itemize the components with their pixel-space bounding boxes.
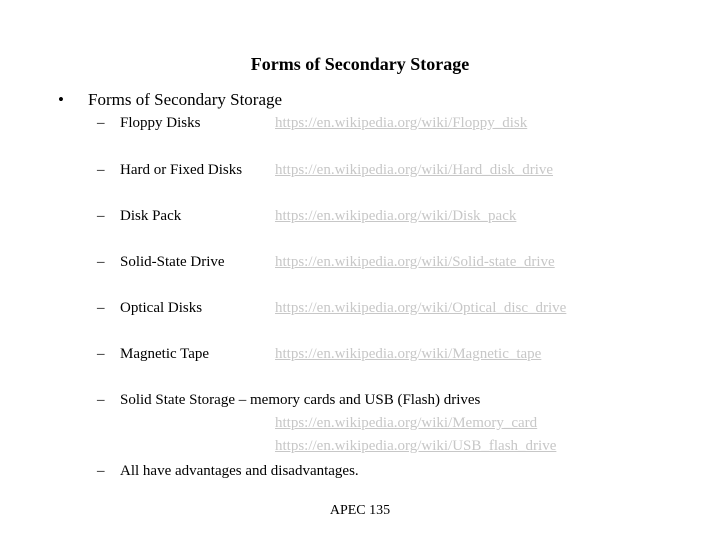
item-link[interactable]: https://en.wikipedia.org/wiki/Magnetic_tape [275, 346, 542, 362]
dash-icon: – [97, 254, 105, 270]
item-link[interactable]: https://en.wikipedia.org/wiki/Hard_disk_drive [275, 162, 554, 178]
dash-icon: – [97, 162, 105, 178]
memory-card-link[interactable]: https://en.wikipedia.org/wiki/Memory_card [275, 415, 538, 431]
dash-icon: – [97, 300, 105, 316]
usb-flash-drive-link[interactable]: https://en.wikipedia.org/wiki/USB_flash_drive [275, 438, 557, 454]
dash-icon: – [97, 463, 105, 479]
item-link[interactable]: https://en.wikipedia.org/wiki/Floppy_disk [275, 115, 528, 131]
item-link[interactable]: https://en.wikipedia.org/wiki/Solid-state_drive [275, 254, 555, 270]
bullet-icon: • [58, 90, 64, 109]
item-label: Floppy Disks [120, 115, 201, 131]
item-label: Solid State Storage – memory cards and USB (Flash) drives [120, 392, 481, 408]
item-label: Hard or Fixed Disks [120, 162, 243, 178]
item-label: Solid-State Drive [120, 254, 225, 270]
item-label: Optical Disks [120, 300, 203, 316]
dash-icon: – [97, 346, 105, 362]
dash-icon: – [97, 208, 105, 224]
item-link[interactable]: https://en.wikipedia.org/wiki/Optical_disc_drive [275, 300, 567, 316]
bullet-text: Forms of Secondary Storage [88, 90, 283, 109]
slide-footer: APEC 135 [329, 503, 391, 518]
dash-icon: – [97, 115, 105, 131]
dash-icon: – [97, 392, 105, 408]
item-label: Magnetic Tape [120, 346, 210, 362]
item-label: All have advantages and disadvantages. [120, 463, 359, 479]
item-label: Disk Pack [120, 208, 182, 224]
slide-title: Forms of Secondary Storage [250, 54, 470, 74]
item-link[interactable]: https://en.wikipedia.org/wiki/Disk_pack [275, 208, 517, 224]
